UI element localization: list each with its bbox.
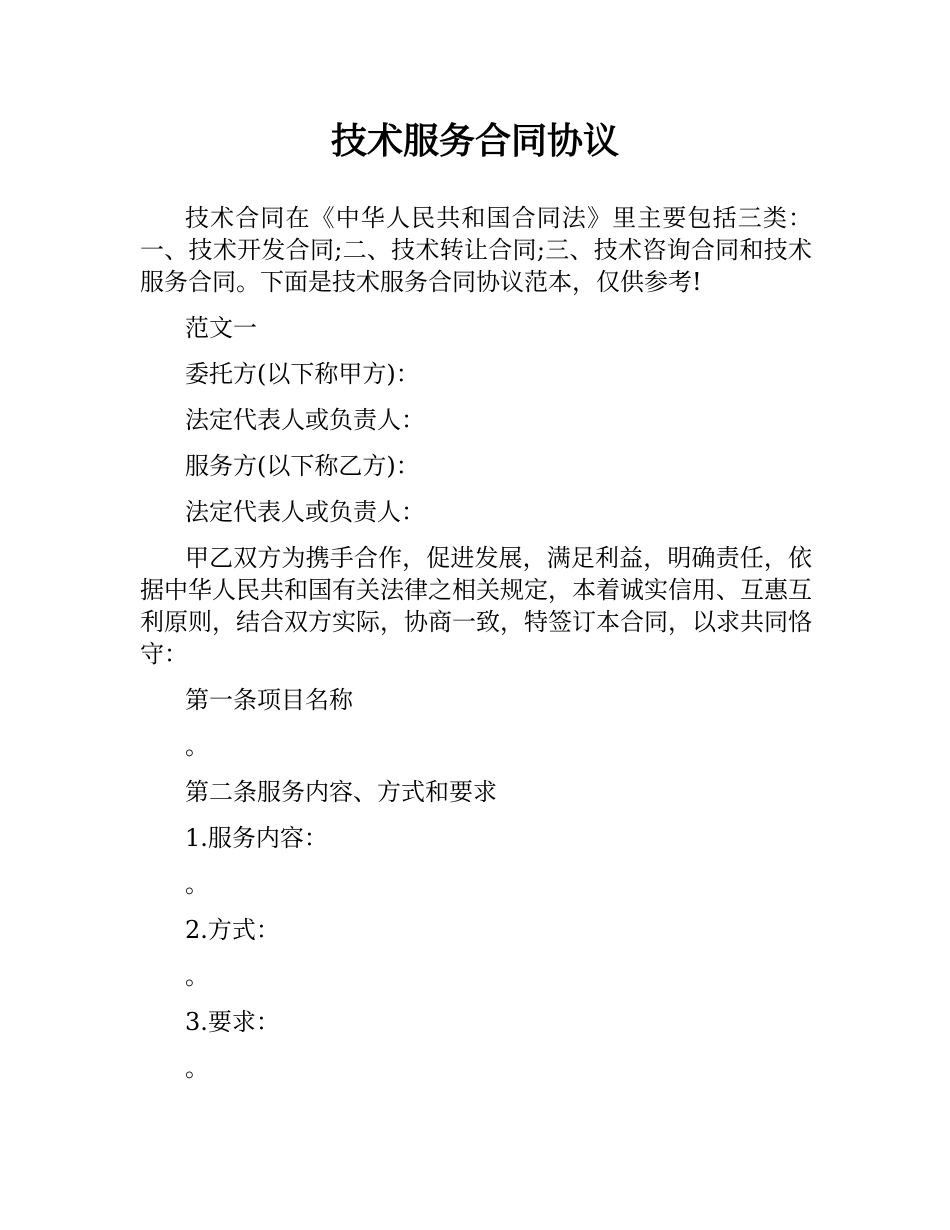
requirements-label: 3.要求： — [185, 1008, 280, 1036]
article-1-heading: 第一条项目名称 — [185, 686, 353, 714]
intro-paragraph: 技术合同在《中华人民共和国合同法》里主要包括三类：一、技术开发合同;二、技术转让合同;三、技术咨询合同和技术服务合同。下面是技术服务合同协议范本，仅供参考! — [140, 204, 812, 296]
requirements-blank: 。 — [185, 1054, 209, 1082]
client-party-line: 委托方(以下称甲方)： — [185, 360, 420, 388]
document-title: 技术服务合同协议 — [330, 121, 619, 162]
service-content-label: 1.服务内容： — [185, 824, 328, 852]
client-representative-line: 法定代表人或负责人： — [185, 406, 425, 434]
service-content-blank: 。 — [185, 870, 209, 898]
provider-party-line: 服务方(以下称乙方)： — [185, 452, 420, 480]
preamble-paragraph: 甲乙双方为携手合作，促进发展，满足利益，明确责任，依据中华人民共和国有关法律之相关规定，本着诚实信用、互惠互利原则，结合双方实际，协商一致，特签订本合同，以求共同恪守： — [140, 544, 812, 668]
document-body — [140, 202, 812, 1098]
article-2-heading: 第二条服务内容、方式和要求 — [185, 778, 497, 806]
sample-heading: 范文一 — [185, 314, 257, 342]
provider-representative-line: 法定代表人或负责人： — [185, 498, 425, 526]
method-blank: 。 — [185, 962, 209, 990]
method-label: 2.方式： — [185, 916, 280, 944]
article-1-blank: 。 — [185, 732, 209, 760]
